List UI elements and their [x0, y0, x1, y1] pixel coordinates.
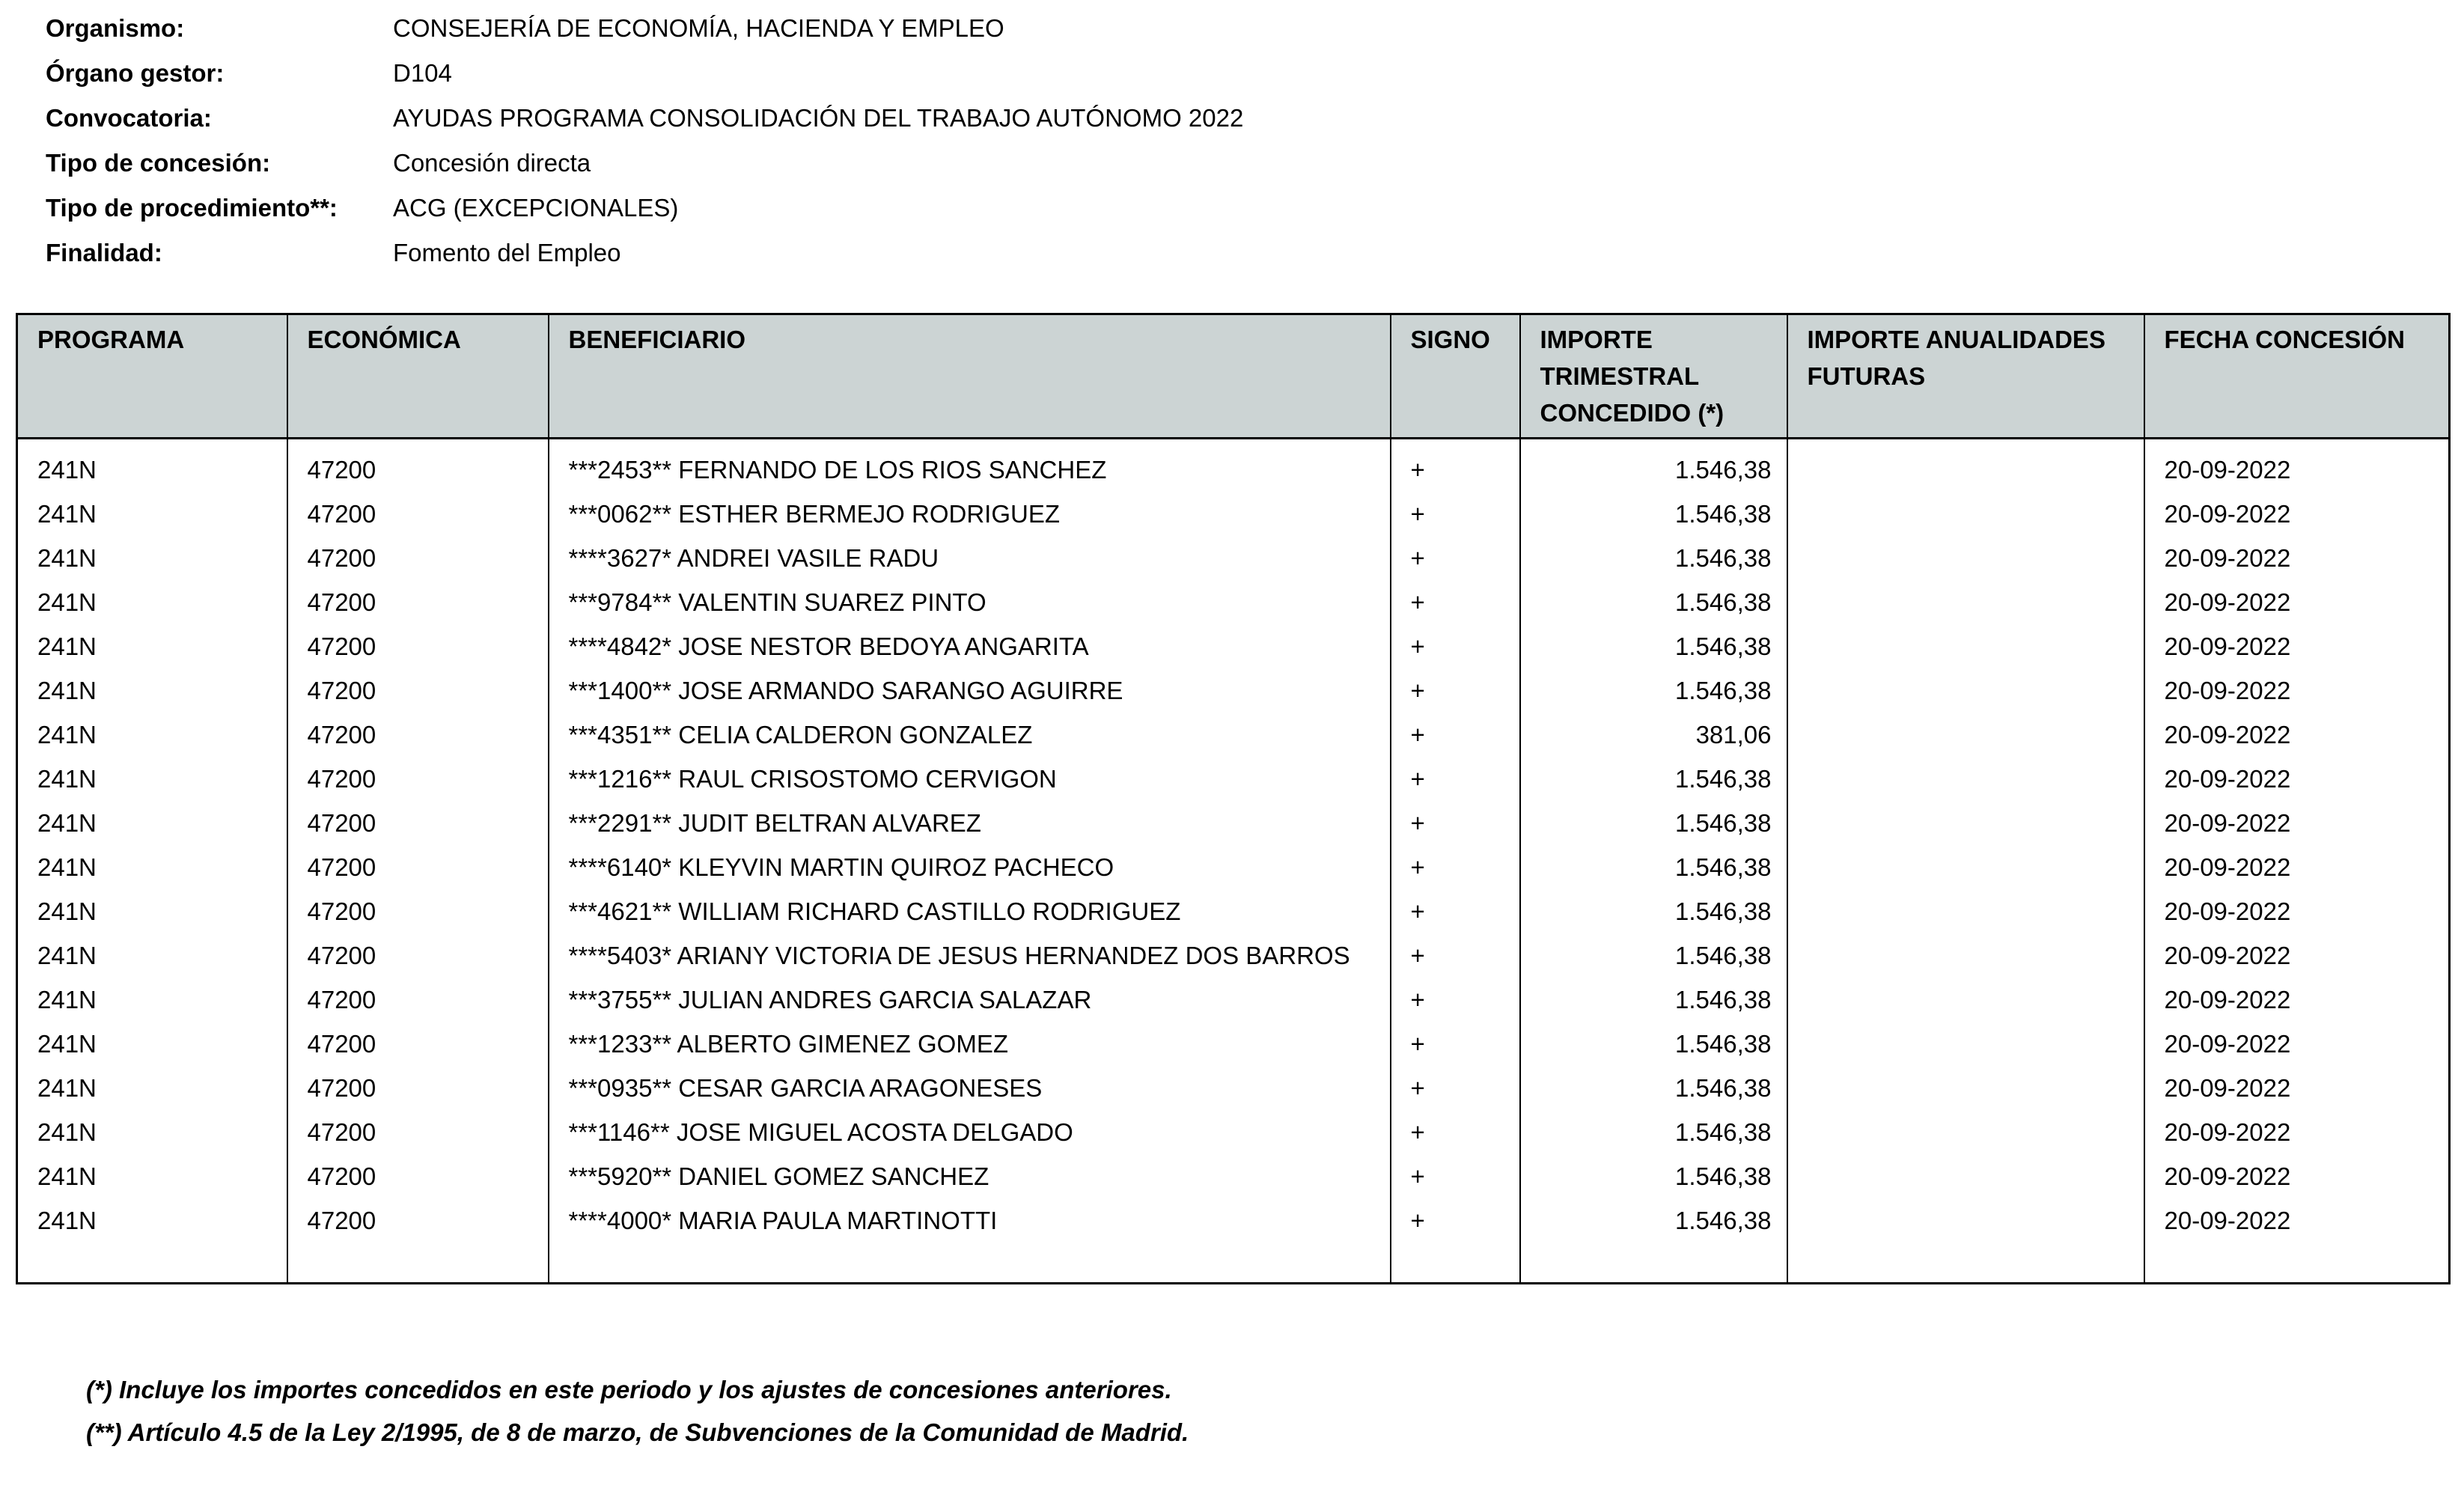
- cell-fecha-concesion: 20-09-2022: [2144, 492, 2450, 536]
- field-value: D104: [393, 59, 452, 87]
- cell-importe-anualidades: [1787, 845, 2144, 889]
- cell-economica: 47200: [287, 492, 549, 536]
- cell-signo: +: [1391, 668, 1520, 713]
- meta-fields: [0, 0, 2464, 275]
- cell-signo: +: [1391, 1110, 1520, 1154]
- table-body: [17, 439, 2450, 1284]
- cell-programa: 241N: [17, 1110, 287, 1154]
- meta-field-row: [46, 96, 2464, 141]
- cell-fecha-concesion: 20-09-2022: [2144, 1066, 2450, 1110]
- cell-importe-trimestral: 1.546,38: [1520, 889, 1787, 933]
- cell-importe-anualidades: [1787, 933, 2144, 978]
- table-row: [17, 801, 2450, 845]
- field-label: Convocatoria:: [46, 104, 212, 132]
- cell-programa: 241N: [17, 1022, 287, 1066]
- meta-field-row: [46, 186, 2464, 231]
- cell-beneficiario: ***1146** JOSE MIGUEL ACOSTA DELGADO: [549, 1110, 1391, 1154]
- cell-programa: 241N: [17, 492, 287, 536]
- cell-signo: +: [1391, 978, 1520, 1022]
- field-value: AYUDAS PROGRAMA CONSOLIDACIÓN DEL TRABAJO AUTÓNOMO 2022: [393, 104, 1244, 132]
- field-value: ACG (EXCEPCIONALES): [393, 194, 679, 222]
- field-value: CONSEJERÍA DE ECONOMÍA, HACIENDA Y EMPLEO: [393, 14, 1004, 42]
- cell-importe-trimestral: 1.546,38: [1520, 492, 1787, 536]
- cell-programa: 241N: [17, 536, 287, 580]
- cell-economica: 47200: [287, 536, 549, 580]
- cell-importe-anualidades: [1787, 1110, 2144, 1154]
- cell-importe-trimestral: 1.546,38: [1520, 757, 1787, 801]
- field-value: Concesión directa: [393, 149, 591, 177]
- cell-beneficiario: ***2291** JUDIT BELTRAN ALVAREZ: [549, 801, 1391, 845]
- cell-programa: 241N: [17, 668, 287, 713]
- cell-importe-anualidades: [1787, 801, 2144, 845]
- column-header: IMPORTE ANUALIDADES FUTURAS: [1787, 314, 2144, 439]
- cell-signo: +: [1391, 845, 1520, 889]
- cell-beneficiario: ***5920** DANIEL GOMEZ SANCHEZ: [549, 1154, 1391, 1198]
- cell-fecha-concesion: 20-09-2022: [2144, 978, 2450, 1022]
- cell-economica: 47200: [287, 757, 549, 801]
- cell-programa: 241N: [17, 889, 287, 933]
- cell-importe-trimestral: 1.546,38: [1520, 1022, 1787, 1066]
- cell-importe-trimestral: 1.546,38: [1520, 933, 1787, 978]
- table-row: [17, 933, 2450, 978]
- cell-importe-anualidades: [1787, 492, 2144, 536]
- cell-programa: 241N: [17, 713, 287, 757]
- cell-importe-trimestral: 1.546,38: [1520, 536, 1787, 580]
- cell-signo: +: [1391, 1022, 1520, 1066]
- cell-beneficiario: ***9784** VALENTIN SUAREZ PINTO: [549, 580, 1391, 624]
- field-label: Órgano gestor:: [46, 59, 225, 87]
- cell-economica: 47200: [287, 1110, 549, 1154]
- cell-fecha-concesion: 20-09-2022: [2144, 757, 2450, 801]
- cell-programa: 241N: [17, 1066, 287, 1110]
- table-row: [17, 492, 2450, 536]
- cell-importe-trimestral: 381,06: [1520, 713, 1787, 757]
- cell-importe-anualidades: [1787, 1154, 2144, 1198]
- cell-importe-trimestral: 1.546,38: [1520, 1154, 1787, 1198]
- cell-signo: +: [1391, 801, 1520, 845]
- cell-programa: 241N: [17, 978, 287, 1022]
- field-label: Finalidad:: [46, 239, 162, 266]
- cell-importe-anualidades: [1787, 668, 2144, 713]
- cell-economica: 47200: [287, 439, 549, 493]
- cell-programa: 241N: [17, 845, 287, 889]
- footnote: (*) Incluye los importes concedidos en este periodo y los ajustes de concesiones anteriores.: [86, 1376, 1172, 1403]
- cell-programa: 241N: [17, 439, 287, 493]
- meta-field-row: [46, 51, 2464, 96]
- cell-fecha-concesion: 20-09-2022: [2144, 668, 2450, 713]
- cell-economica: 47200: [287, 889, 549, 933]
- cell-signo: +: [1391, 713, 1520, 757]
- cell-fecha-concesion: 20-09-2022: [2144, 933, 2450, 978]
- cell-economica: 47200: [287, 668, 549, 713]
- table-row: [17, 757, 2450, 801]
- cell-beneficiario: ***0935** CESAR GARCIA ARAGONESES: [549, 1066, 1391, 1110]
- cell-signo: +: [1391, 580, 1520, 624]
- cell-fecha-concesion: 20-09-2022: [2144, 439, 2450, 493]
- table-row: [17, 1154, 2450, 1198]
- cell-importe-anualidades: [1787, 536, 2144, 580]
- cell-beneficiario: ***4621** WILLIAM RICHARD CASTILLO RODRIGUEZ: [549, 889, 1391, 933]
- table-row: [17, 536, 2450, 580]
- field-label: Tipo de procedimiento**:: [46, 194, 338, 222]
- cell-economica: 47200: [287, 933, 549, 978]
- table-header: [17, 314, 2450, 439]
- cell-programa: 241N: [17, 1154, 287, 1198]
- column-header: ECONÓMICA: [287, 314, 549, 439]
- column-header: BENEFICIARIO: [549, 314, 1391, 439]
- cell-programa: 241N: [17, 757, 287, 801]
- cell-signo: +: [1391, 1154, 1520, 1198]
- cell-importe-trimestral: 1.546,38: [1520, 978, 1787, 1022]
- cell-importe-anualidades: [1787, 757, 2144, 801]
- cell-importe-anualidades: [1787, 1022, 2144, 1066]
- cell-beneficiario: ****3627* ANDREI VASILE RADU: [549, 536, 1391, 580]
- field-label: Organismo:: [46, 14, 185, 42]
- cell-economica: 47200: [287, 1154, 549, 1198]
- cell-signo: +: [1391, 624, 1520, 668]
- cell-economica: 47200: [287, 1198, 549, 1284]
- cell-economica: 47200: [287, 1022, 549, 1066]
- cell-signo: +: [1391, 536, 1520, 580]
- table-header-row: [17, 314, 2450, 439]
- cell-economica: 47200: [287, 845, 549, 889]
- cell-importe-trimestral: 1.546,38: [1520, 668, 1787, 713]
- cell-fecha-concesion: 20-09-2022: [2144, 801, 2450, 845]
- table-row: [17, 1198, 2450, 1284]
- cell-importe-anualidades: [1787, 889, 2144, 933]
- field-value: Fomento del Empleo: [393, 239, 621, 266]
- meta-field-row: [46, 231, 2464, 275]
- cell-importe-trimestral: 1.546,38: [1520, 624, 1787, 668]
- cell-importe-anualidades: [1787, 580, 2144, 624]
- cell-beneficiario: ***1216** RAUL CRISOSTOMO CERVIGON: [549, 757, 1391, 801]
- cell-importe-anualidades: [1787, 713, 2144, 757]
- cell-signo: +: [1391, 1066, 1520, 1110]
- cell-importe-trimestral: 1.546,38: [1520, 845, 1787, 889]
- cell-programa: 241N: [17, 1198, 287, 1284]
- cell-importe-anualidades: [1787, 978, 2144, 1022]
- cell-programa: 241N: [17, 624, 287, 668]
- table-row: [17, 1066, 2450, 1110]
- cell-importe-anualidades: [1787, 439, 2144, 493]
- cell-signo: +: [1391, 492, 1520, 536]
- cell-signo: +: [1391, 757, 1520, 801]
- table-row: [17, 439, 2450, 493]
- table-row: [17, 580, 2450, 624]
- cell-programa: 241N: [17, 933, 287, 978]
- cell-importe-anualidades: [1787, 1198, 2144, 1284]
- cell-fecha-concesion: 20-09-2022: [2144, 713, 2450, 757]
- column-header: SIGNO: [1391, 314, 1520, 439]
- field-label: Tipo de concesión:: [46, 149, 271, 177]
- footnotes: [86, 1368, 2464, 1454]
- cell-beneficiario: ***0062** ESTHER BERMEJO RODRIGUEZ: [549, 492, 1391, 536]
- cell-fecha-concesion: 20-09-2022: [2144, 536, 2450, 580]
- cell-fecha-concesion: 20-09-2022: [2144, 1154, 2450, 1198]
- table-row: [17, 713, 2450, 757]
- cell-beneficiario: ***1400** JOSE ARMANDO SARANGO AGUIRRE: [549, 668, 1391, 713]
- cell-beneficiario: ***4351** CELIA CALDERON GONZALEZ: [549, 713, 1391, 757]
- table-row: [17, 668, 2450, 713]
- cell-economica: 47200: [287, 713, 549, 757]
- cell-beneficiario: ****5403* ARIANY VICTORIA DE JESUS HERNANDEZ DOS BARROS: [549, 933, 1391, 978]
- column-header: PROGRAMA: [17, 314, 287, 439]
- cell-economica: 47200: [287, 580, 549, 624]
- cell-fecha-concesion: 20-09-2022: [2144, 1198, 2450, 1284]
- meta-field-row: [46, 6, 2464, 51]
- cell-economica: 47200: [287, 624, 549, 668]
- cell-fecha-concesion: 20-09-2022: [2144, 624, 2450, 668]
- cell-importe-trimestral: 1.546,38: [1520, 801, 1787, 845]
- column-header: IMPORTE TRIMESTRAL CONCEDIDO (*): [1520, 314, 1787, 439]
- cell-beneficiario: ****4842* JOSE NESTOR BEDOYA ANGARITA: [549, 624, 1391, 668]
- cell-importe-anualidades: [1787, 624, 2144, 668]
- table-row: [17, 978, 2450, 1022]
- table-row: [17, 1110, 2450, 1154]
- cell-beneficiario: ***3755** JULIAN ANDRES GARCIA SALAZAR: [549, 978, 1391, 1022]
- cell-importe-trimestral: 1.546,38: [1520, 1198, 1787, 1284]
- cell-beneficiario: ***1233** ALBERTO GIMENEZ GOMEZ: [549, 1022, 1391, 1066]
- cell-signo: +: [1391, 439, 1520, 493]
- cell-fecha-concesion: 20-09-2022: [2144, 1110, 2450, 1154]
- table-row: [17, 845, 2450, 889]
- footnote: (**) Artículo 4.5 de la Ley 2/1995, de 8 de marzo, de Subvenciones de la Comunidad de Madrid.: [86, 1418, 1189, 1446]
- table-row: [17, 624, 2450, 668]
- table-row: [17, 1022, 2450, 1066]
- cell-importe-anualidades: [1787, 1066, 2144, 1110]
- column-header: FECHA CONCESIÓN: [2144, 314, 2450, 439]
- cell-beneficiario: ****6140* KLEYVIN MARTIN QUIROZ PACHECO: [549, 845, 1391, 889]
- cell-signo: +: [1391, 933, 1520, 978]
- cell-importe-trimestral: 1.546,38: [1520, 439, 1787, 493]
- cell-importe-trimestral: 1.546,38: [1520, 1066, 1787, 1110]
- cell-economica: 47200: [287, 1066, 549, 1110]
- cell-signo: +: [1391, 889, 1520, 933]
- cell-fecha-concesion: 20-09-2022: [2144, 889, 2450, 933]
- cell-fecha-concesion: 20-09-2022: [2144, 580, 2450, 624]
- cell-beneficiario: ****4000* MARIA PAULA MARTINOTTI: [549, 1198, 1391, 1284]
- cell-programa: 241N: [17, 801, 287, 845]
- grants-table: [16, 313, 2451, 1284]
- cell-fecha-concesion: 20-09-2022: [2144, 1022, 2450, 1066]
- cell-fecha-concesion: 20-09-2022: [2144, 845, 2450, 889]
- meta-field-row: [46, 141, 2464, 186]
- cell-beneficiario: ***2453** FERNANDO DE LOS RIOS SANCHEZ: [549, 439, 1391, 493]
- cell-signo: +: [1391, 1198, 1520, 1284]
- cell-economica: 47200: [287, 801, 549, 845]
- table-row: [17, 889, 2450, 933]
- cell-programa: 241N: [17, 580, 287, 624]
- cell-importe-trimestral: 1.546,38: [1520, 580, 1787, 624]
- cell-importe-trimestral: 1.546,38: [1520, 1110, 1787, 1154]
- cell-economica: 47200: [287, 978, 549, 1022]
